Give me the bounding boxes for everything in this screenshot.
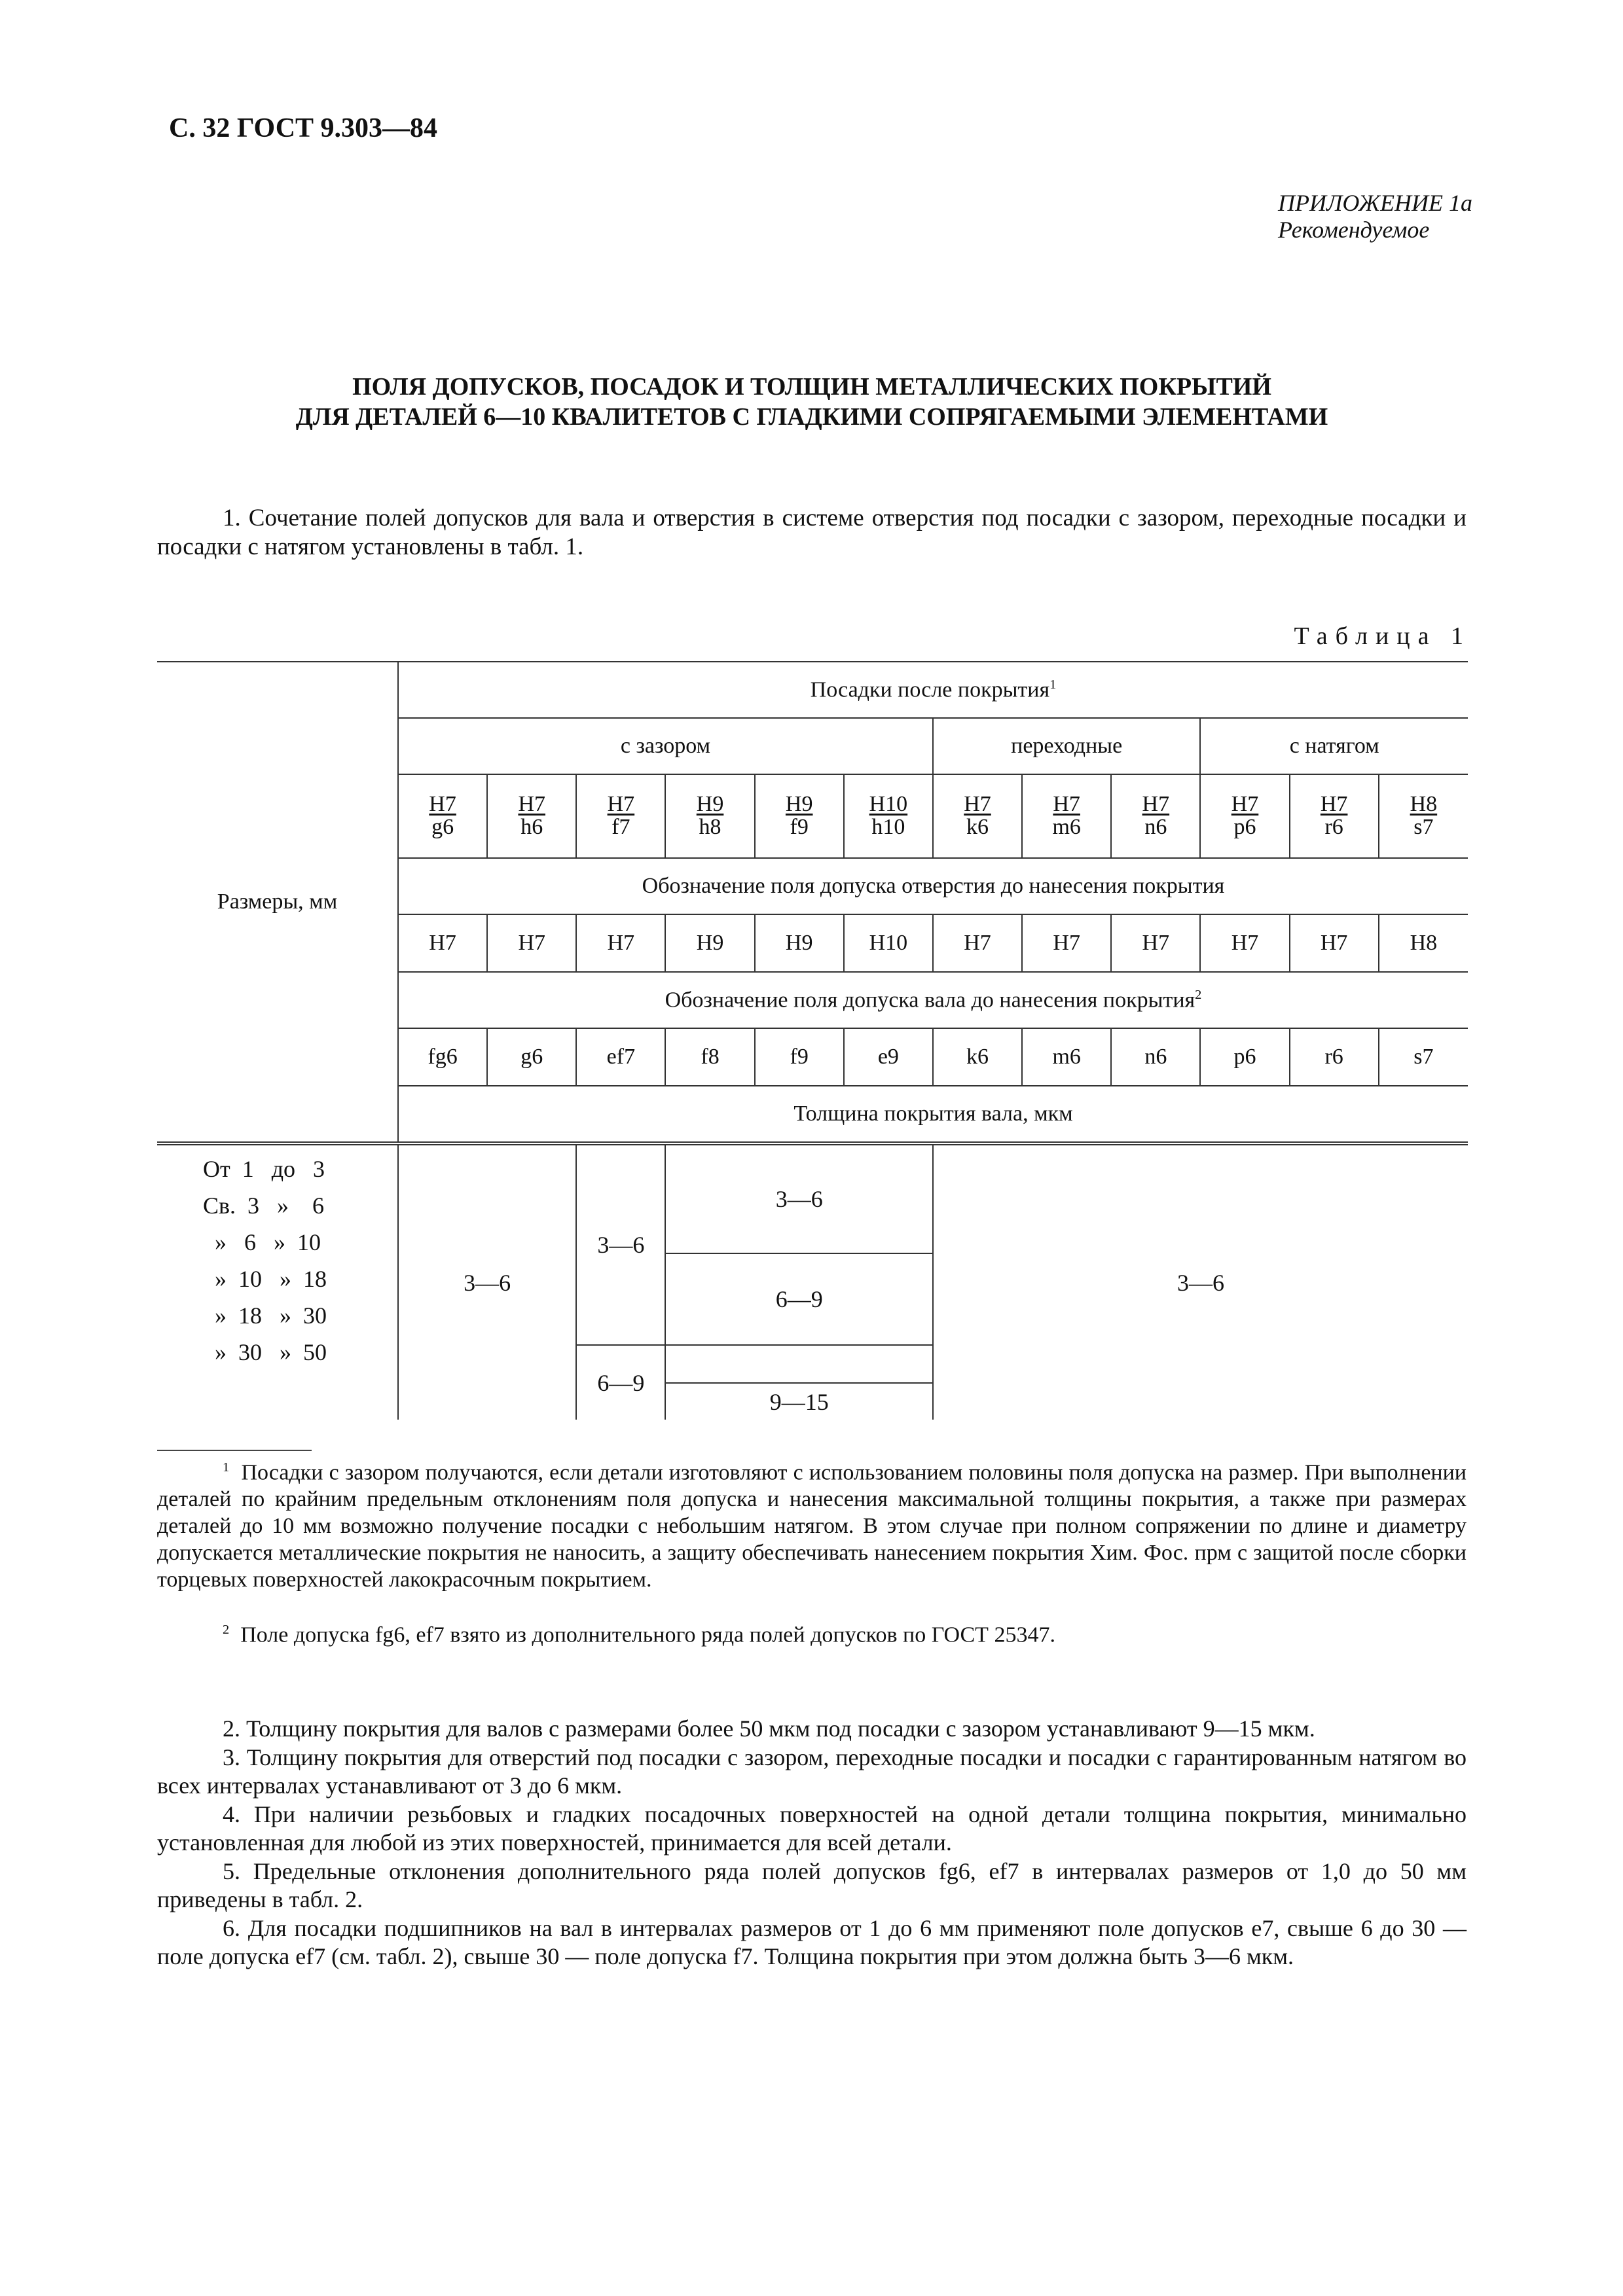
hole-cell: H7 bbox=[933, 914, 1022, 972]
shaft-cell: r6 bbox=[1290, 1028, 1379, 1086]
thickness-value: 6—9 bbox=[576, 1345, 665, 1420]
paragraph-4: 4. При наличии резьбовых и гладких посадочных поверхностей на одной детали толщина покрытия, минимально установленная для любой из этих поверхностей, принимается для всей детали. bbox=[157, 1801, 1467, 1856]
shaft-footnote-ref: 2 bbox=[1195, 987, 1202, 1002]
hole-cell: H7 bbox=[1111, 914, 1200, 972]
size-row: » 6 » 10 bbox=[203, 1229, 321, 1255]
thickness-value: 9—15 bbox=[665, 1383, 932, 1420]
shaft-header-text: Обозначение поля допуска вала до нанесения покрытия bbox=[665, 988, 1195, 1013]
table-row bbox=[157, 1143, 1468, 1217]
fit-cell: $\frac{H7}{p6}$ bbox=[1200, 774, 1289, 858]
hole-header: Обозначение поля допуска отверстия до нанесения покрытия bbox=[398, 858, 1468, 914]
fits-header-text: Посадки после покрытия bbox=[810, 677, 1050, 702]
appendix-label bbox=[1278, 190, 1472, 244]
fit-cell: $\frac{H7}{r6}$ bbox=[1290, 774, 1379, 858]
fit-cell: $\frac{H7}{g6}$ bbox=[398, 774, 487, 858]
hole-cell: H7 bbox=[1290, 914, 1379, 972]
document-title bbox=[157, 372, 1467, 433]
fit-cell: $\frac{H7}{h6}$ bbox=[487, 774, 576, 858]
fits-footnote-ref: 1 bbox=[1049, 677, 1057, 692]
paragraph-2: 2. Толщину покрытия для валов с размерами более 50 мкм под посадки с зазором устанавливают 9—15 мкм. bbox=[223, 1715, 1315, 1742]
fit-cell: $\frac{H7}{n6}$ bbox=[1111, 774, 1200, 858]
fits-header bbox=[398, 662, 1468, 718]
group-transition: переходные bbox=[933, 718, 1200, 774]
size-row: От 1 до 3 bbox=[203, 1156, 325, 1182]
shaft-cell: m6 bbox=[1022, 1028, 1111, 1086]
shaft-cell: ef7 bbox=[576, 1028, 665, 1086]
title-line-2: ДЛЯ ДЕТАЛЕЙ 6—10 КВАЛИТЕТОВ С ГЛАДКИМИ СОПРЯГАЕМЫМИ ЭЛЕМЕНТАМИ bbox=[295, 403, 1328, 431]
hole-cell: H7 bbox=[576, 914, 665, 972]
fit-cell: $\frac{H9}{h8}$ bbox=[665, 774, 754, 858]
shaft-cell: g6 bbox=[487, 1028, 576, 1086]
shaft-cell: fg6 bbox=[398, 1028, 487, 1086]
tolerance-table bbox=[157, 661, 1468, 1420]
shaft-cell: n6 bbox=[1111, 1028, 1200, 1086]
footnote-2-text: Поле допуска fg6, ef7 взято из дополнительного ряда полей допусков по ГОСТ 25347. bbox=[240, 1623, 1055, 1647]
intro-paragraph: 1. Сочетание полей допусков для вала и отверстия в системе отверстия под посадки с зазором, переходные посадки и посадки с натягом установлены в табл. 1. bbox=[157, 505, 1467, 561]
hole-cell: H10 bbox=[844, 914, 933, 972]
shaft-cell: p6 bbox=[1200, 1028, 1289, 1086]
hole-cell: H7 bbox=[398, 914, 487, 972]
shaft-cell: f9 bbox=[755, 1028, 844, 1086]
hole-cell: H8 bbox=[1379, 914, 1468, 972]
size-row: » 10 » 18 bbox=[203, 1266, 327, 1292]
footnote-1 bbox=[157, 1460, 1467, 1593]
fit-cell: $\frac{H8}{s7}$ bbox=[1379, 774, 1468, 858]
paragraph-6: 6. Для посадки подшипников на вал в интервалах размеров от 1 до 6 мм применяют поле допусков e7, свыше 6 до 30 — поле допуска ef7 (см. табл. 2), свыше 30 — поле допуска f7. Толщина покрытия при этом должна быть 3—6 мкм. bbox=[157, 1915, 1467, 1969]
shaft-header bbox=[398, 972, 1468, 1028]
hole-cell: H7 bbox=[487, 914, 576, 972]
thickness-value: 3—6 bbox=[576, 1143, 665, 1345]
fit-cell: $\frac{H7}{k6}$ bbox=[933, 774, 1022, 858]
size-row: » 18 » 30 bbox=[203, 1302, 327, 1329]
sizes-header: Размеры, мм bbox=[157, 662, 398, 1143]
thickness-value: 3—6 bbox=[398, 1143, 576, 1420]
hole-cell: H9 bbox=[665, 914, 754, 972]
footnote-2 bbox=[157, 1622, 1467, 1649]
size-ranges bbox=[157, 1143, 398, 1420]
fit-cell: $\frac{H10}{h10}$ bbox=[844, 774, 933, 858]
page-header: С. 32 ГОСТ 9.303—84 bbox=[169, 113, 438, 143]
appendix-status: Рекомендуемое bbox=[1278, 217, 1430, 243]
footnote-1-text: Посадки с зазором получаются, если детали изготовляют с использованием половины поля допуска на размер. При выполнении деталей по крайним предельным отклонениям поля допуска и нанесения максимальной толщины покрытия, а также при размерах деталей до 10 мм возможно получение посадки с небольшим натягом. В этом случае при полном сопряжении по длине и диаметру допускается металлические покрытия не наносить, а защиту обеспечивать нанесением покрытия Хим. Фос. прм с защитой после сборки торцевых поверхностей лакокрасочным покрытием. bbox=[157, 1460, 1467, 1592]
group-clearance: с зазором bbox=[398, 718, 933, 774]
thickness-value: 3—6 bbox=[665, 1143, 932, 1253]
group-interference: с натягом bbox=[1200, 718, 1468, 774]
fit-cell: $\frac{H9}{f9}$ bbox=[755, 774, 844, 858]
shaft-cell: f8 bbox=[665, 1028, 754, 1086]
thickness-value: 6—9 bbox=[665, 1253, 932, 1345]
hole-cell: H7 bbox=[1022, 914, 1111, 972]
title-line-1: ПОЛЯ ДОПУСКОВ, ПОСАДОК И ТОЛЩИН МЕТАЛЛИЧЕСКИХ ПОКРЫТИЙ bbox=[352, 373, 1271, 401]
thickness-value: 3—6 bbox=[933, 1143, 1468, 1420]
footnote-2-mark: 2 bbox=[223, 1623, 230, 1637]
thickness-header: Толщина покрытия вала, мкм bbox=[398, 1086, 1468, 1143]
shaft-cell: e9 bbox=[844, 1028, 933, 1086]
fit-cell: $\frac{H7}{m6}$ bbox=[1022, 774, 1111, 858]
appendix-number: ПРИЛОЖЕНИЕ 1а bbox=[1278, 190, 1472, 216]
size-row: » 30 » 50 bbox=[203, 1339, 327, 1365]
paragraph-3: 3. Толщину покрытия для отверстий под посадки с зазором, переходные посадки и посадки с гарантированным натягом во всех интервалах устанавливают от 3 до 6 мкм. bbox=[157, 1744, 1467, 1799]
paragraph-5: 5. Предельные отклонения дополнительного ряда полей допусков fg6, ef7 в интервалах размеров от 1,0 до 50 мм приведены в табл. 2. bbox=[157, 1858, 1467, 1912]
shaft-cell: s7 bbox=[1379, 1028, 1468, 1086]
shaft-cell: k6 bbox=[933, 1028, 1022, 1086]
body-paragraphs bbox=[157, 1715, 1467, 1970]
hole-cell: H9 bbox=[755, 914, 844, 972]
fit-cell: $\frac{H7}{f7}$ bbox=[576, 774, 665, 858]
size-row: Св. 3 » 6 bbox=[203, 1193, 325, 1219]
footnote-1-mark: 1 bbox=[223, 1460, 230, 1475]
footnote-divider bbox=[157, 1450, 312, 1451]
hole-cell: H7 bbox=[1200, 914, 1289, 972]
table-caption: Таблица 1 bbox=[1294, 622, 1471, 650]
